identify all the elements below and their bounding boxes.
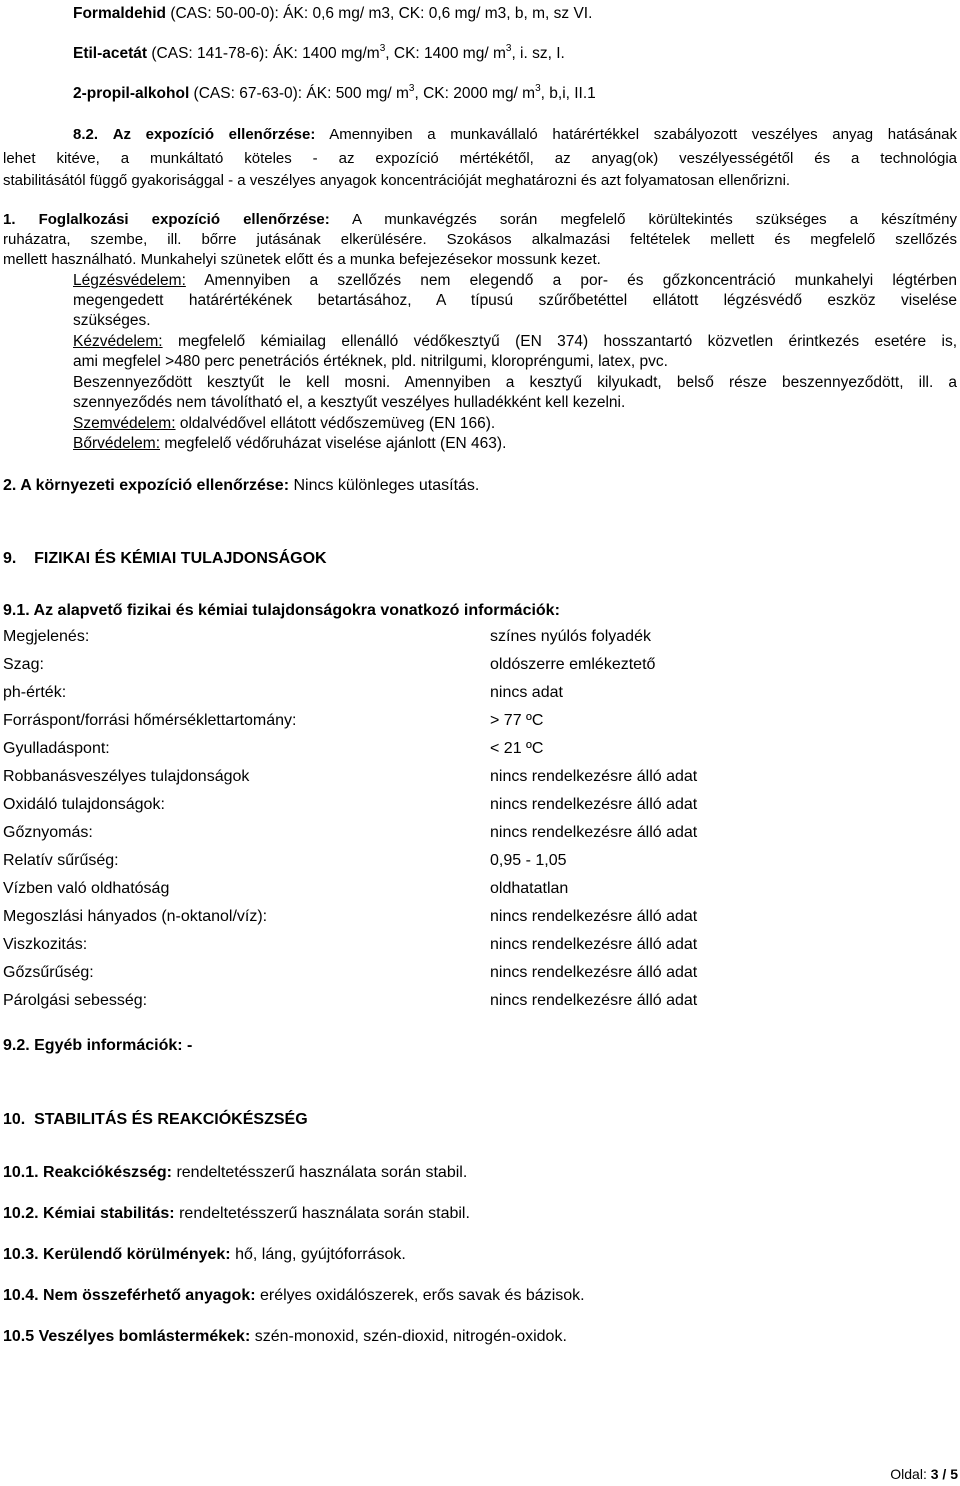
section-1-line2: ruházatra, szembe, ill. bőrre jutásának elkerülésére. Szokásos alkalmazási feltételek mellett és megfelelő szellőzés [3,231,957,248]
prop-label: Párolgási sebesség: [3,992,148,1009]
section-number: 8.2. [73,126,99,143]
prop-value: nincs rendelkezésre álló adat [490,824,698,841]
substance-name: Formaldehid [73,5,167,22]
superscript: 3 [505,42,512,54]
prop-value: színes nyúlós folyadék [490,628,651,645]
page-separator: / [938,1466,951,1482]
prop-label: Gőznyomás: [3,824,93,841]
prop-value: 0,95 - 1,05 [490,852,567,869]
prop-label: Szag: [3,656,44,673]
subsection-text: erélyes oxidálószerek, erős savak és bázisok. [255,1287,585,1304]
section-1-line1 [3,210,957,229]
prop-label: Gőzsűrűség: [3,964,94,981]
section-8-2-line1 [73,125,957,144]
limit-text: , b,i, II.1 [540,85,596,102]
prop-value: > 77 ºC [490,712,544,729]
prop-value: nincs rendelkezésre álló adat [490,936,698,953]
section-1-line3: mellett használható. Munkahelyi szünetek előtt és a munka befejezésekor mossunk kezet. [3,251,601,268]
legzesvedelem-line2: megengedett határértékének betartásához, A típusú szűrőbetéttel ellátott légzésvédő eszköz viselése [73,292,957,309]
prop-value: nincs rendelkezésre álló adat [490,768,698,785]
superscript: 3 [535,82,541,94]
prop-label: Relatív sűrűség: [3,852,119,869]
section-8-2-line2: lehet kitéve, a munkáltató köteles - az expozíció mértékétől, az anyag(ok) veszélyességétől és a technológia [3,150,957,167]
prop-value: nincs rendelkezésre álló adat [490,964,698,981]
section-9-1-heading: 9.1. Az alapvető fizikai és kémiai tulajdonságokra vonatkozó információk: [3,602,560,619]
prop-value: nincs adat [490,684,563,701]
substance-name: 2-propil-alkohol [73,85,190,102]
kezvedelem-line3: Beszennyeződött kesztyűt le kell mosni. Amennyiben a kesztyű kilyukadt, belső része beszennyeződött, ill. a [73,374,957,391]
subsection-heading: 10.4. Nem összeférhető anyagok: [3,1287,256,1304]
section-9-2-heading: 9.2. Egyéb információk: - [3,1037,193,1054]
prop-label: Forráspont/forrási hőmérséklettartomány: [3,712,297,729]
section-heading: 2. A környezeti expozíció ellenőrzése: [3,477,290,494]
section-10-5 [3,1327,567,1346]
szemvedelem-label: Szemvédelem: [73,415,176,432]
subsection-text: rendeltetésszerű használata során stabil. [174,1205,470,1222]
prop-label: Robbanásveszélyes tulajdonságok [3,768,250,785]
prop-label: Gyulladáspont: [3,740,110,757]
superscript: 3 [408,82,415,94]
prop-value: nincs rendelkezésre álló adat [490,908,698,925]
legzesvedelem-label: Légzésvédelem: [73,272,186,289]
section-heading: Foglalkozási expozíció ellenőrzése: [38,211,330,228]
prop-value: oldhatatlan [490,880,569,897]
section-10-2 [3,1204,470,1223]
section-10-title: 10. STABILITÁS ÉS REAKCIÓKÉSZSÉG [3,1111,308,1128]
prop-label: Oxidáló tulajdonságok: [3,796,165,813]
prop-label: Viszkozitás: [3,936,88,953]
section-heading: Az expozíció ellenőrzése: [112,126,316,143]
prop-value: nincs rendelkezésre álló adat [490,992,698,1009]
subsection-heading: 10.2. Kémiai stabilitás: [3,1205,175,1222]
kezvedelem-label: Kézvédelem: [73,333,163,350]
paragraph-text: Nincs különleges utasítás. [289,477,480,494]
limit-text: (CAS: 141-78-6): ÁK: 1400 mg/m [147,45,380,62]
section-number: 1. [3,211,16,228]
section-9-title: 9. FIZIKAI ÉS KÉMIAI TULAJDONSÁGOK [3,550,327,567]
subsection-text: szén-monoxid, szén-dioxid, nitrogén-oxidok. [250,1328,567,1345]
section-10-3 [3,1245,406,1264]
limit-etil-acetat [73,44,565,63]
substance-name: Etil-acetát [73,45,148,62]
kezvedelem-line4: szennyeződés nem távolítható el, a kesztyűt veszélyes hulladékként kell kezelni. [73,394,626,411]
borvedelem-line [73,434,506,453]
prop-label: Megoszlási hányados (n-oktanol/víz): [3,908,268,925]
legzesvedelem-line3: szükséges. [73,312,151,329]
prop-value: nincs rendelkezésre álló adat [490,796,698,813]
paragraph-text: megfelelő kémiailag ellenálló védőkesztyű (EN 374) hosszantartó közvetlen érintkezés esetére is, [162,333,957,350]
limit-text: (CAS: 67-63-0): ÁK: 500 mg/ m [189,85,409,102]
page-label: Oldal: [890,1466,931,1482]
subsection-text: hő, láng, gyújtóforrások. [230,1246,406,1263]
section-10-4 [3,1286,585,1305]
prop-label: Vízben való oldhatóság [3,880,170,897]
subsection-heading: 10.1. Reakciókészség: [3,1164,172,1181]
kezvedelem-line1 [73,332,957,351]
legzesvedelem-line1 [73,271,957,290]
paragraph-text: Amennyiben a szellőzés nem elegendő a por- és gőzkoncentráció munkahelyi légtérben [185,272,957,289]
section-8-2-line3: stabilitásától függő gyakorisággal - a veszélyes anyagok koncentrációját meghatározni és azt folyamatosan ellenőrizni. [3,172,791,189]
subsection-heading: 10.5 Veszélyes bomlástermékek: [3,1328,251,1345]
kezvedelem-line2: ami megfelel >480 perc penetrációs értéknek, pld. nitrilgumi, kloropréngumi, latex, pvc. [73,353,668,370]
limit-text: , i. sz, I. [511,45,565,62]
page-footer [890,1466,958,1482]
limit-text: (CAS: 50-00-0): ÁK: 0,6 mg/ m3, CK: 0,6 mg/ m3, b, m, sz VI. [166,5,593,22]
paragraph-text: megfelelő védőruházat viselése ajánlott (EN 463). [160,435,507,452]
prop-value: < 21 ºC [490,740,544,757]
limit-2-propil-alkohol [73,84,596,103]
subsection-heading: 10.3. Kerülendő körülmények: [3,1246,231,1263]
paragraph-text: A munkavégzés során megfelelő körültekintés szükséges a készítmény [329,211,957,228]
borvedelem-label: Bőrvédelem: [73,435,161,452]
page-number: 3 [930,1466,939,1482]
section-2-line [3,476,479,495]
paragraph-text: oldalvédővel ellátott védőszemüveg (EN 166). [175,415,496,432]
page-total: 5 [950,1466,958,1482]
section-10-1 [3,1163,467,1182]
superscript: 3 [379,42,386,54]
prop-label: ph-érték: [3,684,67,701]
prop-label: Megjelenés: [3,628,90,645]
subsection-text: rendeltetésszerű használata során stabil. [172,1164,468,1181]
limit-formaldehid [73,4,592,23]
prop-value: oldószerre emlékeztető [490,656,656,673]
paragraph-text: Amennyiben a munkavállaló határértékkel szabályozott veszélyes anyag hatásának [315,126,958,143]
limit-text: , CK: 1400 mg/ m [385,45,506,62]
szemvedelem-line [73,414,495,433]
limit-text: , CK: 2000 mg/ m [414,85,536,102]
